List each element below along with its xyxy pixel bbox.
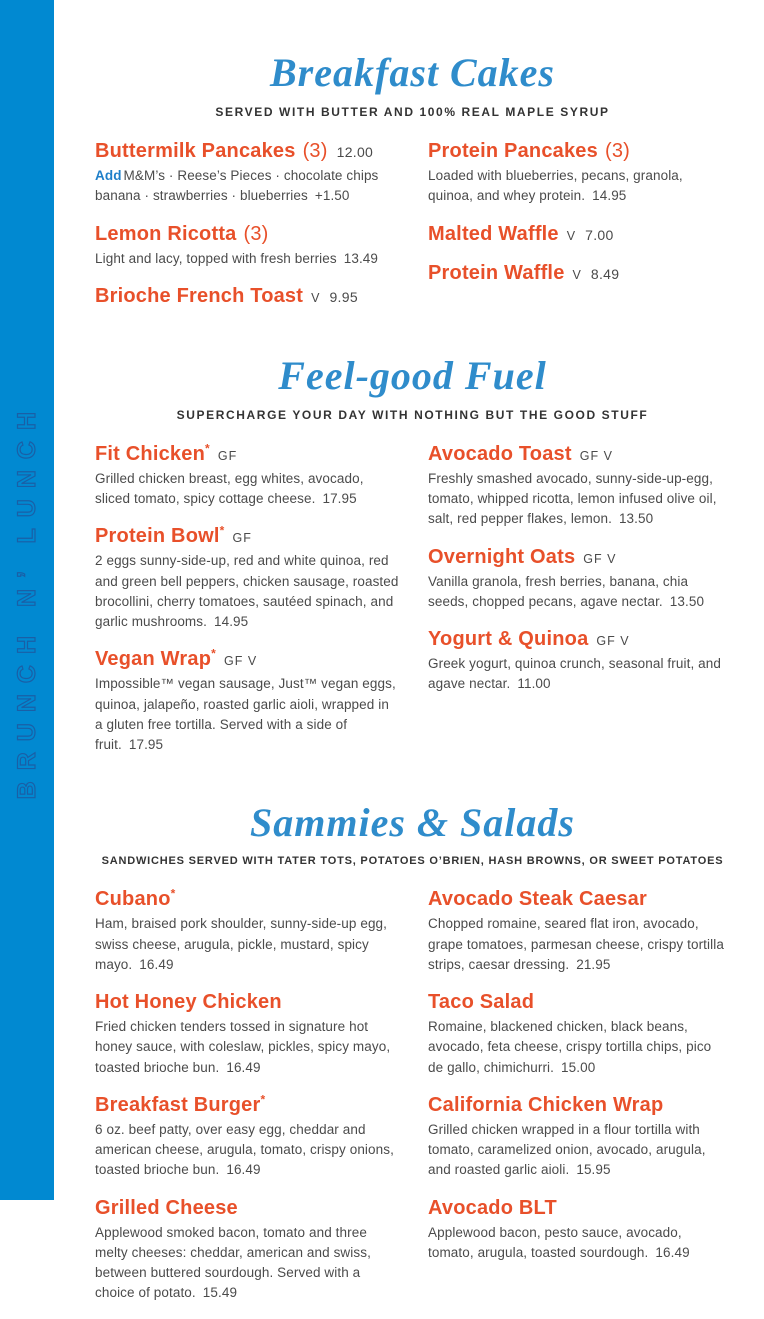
section-title: Feel-good Fuel: [278, 352, 547, 398]
item-star: *: [205, 441, 210, 456]
menu-item: [428, 887, 730, 975]
item-name: [95, 524, 400, 548]
item-name-text: Grilled Cheese: [95, 1196, 238, 1219]
item-dietary-tags: GF V: [596, 634, 630, 648]
section-breakfast-cakes: [95, 50, 730, 323]
menu-column-right: [428, 139, 730, 323]
item-price: 9.95: [329, 288, 358, 305]
item-description-text: Fried chicken tenders tossed in signature hot honey sauce, with coleslaw, pickles, spicy mayo, toasted brioche bun.: [95, 1019, 391, 1075]
sidebar-vertical-label: BRUNCH N’ LUNCH: [12, 400, 41, 800]
menu-item: [428, 545, 730, 613]
menu-item: [95, 524, 400, 632]
item-dietary-tags: GF V: [579, 448, 613, 463]
item-name-text: Avocado BLT: [428, 1196, 557, 1219]
section-title: Breakfast Cakes: [270, 50, 555, 95]
menu-item: [428, 627, 730, 695]
item-price: 15.49: [202, 1285, 238, 1301]
menu-item: [95, 139, 400, 207]
menu-item: [428, 139, 730, 207]
menu-item: [95, 1196, 400, 1304]
section-header: [95, 800, 730, 867]
item-name-text: Taco Salad: [428, 991, 535, 1013]
item-price: 21.95: [576, 956, 611, 972]
section-columns: [95, 442, 730, 771]
item-description: [428, 1017, 730, 1078]
item-name: [95, 1093, 400, 1117]
section-sammies-salads: [95, 800, 730, 1318]
item-description: [428, 1223, 730, 1264]
menu-column-left: [95, 887, 400, 1318]
item-name-text: Brioche French Toast: [95, 284, 304, 307]
item-description: [428, 572, 730, 613]
item-name-text: Protein Bowl: [95, 525, 220, 548]
item-price: 16.49: [655, 1244, 690, 1260]
item-name-text: Lemon Ricotta: [95, 222, 237, 245]
add-label: Add: [95, 168, 122, 183]
item-price: 15.95: [576, 1162, 611, 1178]
item-price: 11.00: [517, 676, 551, 692]
menu-item: [428, 1196, 730, 1264]
menu-item: [95, 647, 400, 755]
item-name: [428, 139, 730, 163]
item-quantity: (3): [302, 140, 328, 162]
item-description-text: 6 oz. beef patty, over easy egg, cheddar and american cheese, arugula, tomato, crispy onions, toasted brioche bun.: [95, 1121, 394, 1178]
section-header: [95, 50, 730, 119]
menu-item: [428, 222, 730, 246]
item-quantity: (3): [604, 140, 630, 162]
item-name-text: Hot Honey Chicken: [95, 991, 282, 1013]
item-price: 17.95: [128, 737, 164, 752]
item-description: [95, 166, 400, 207]
item-price: 17.95: [322, 491, 357, 506]
item-name: [95, 284, 400, 308]
item-price: 14.95: [592, 188, 627, 204]
item-name: [428, 545, 730, 569]
menu-page: [54, 0, 764, 1301]
item-description-text: Applewood smoked bacon, tomato and three melty cheeses: cheddar, american and swiss, between buttered sourdough. Served with a choice of potato.: [95, 1224, 371, 1301]
menu-item: [95, 284, 400, 308]
menu-item: [95, 1093, 400, 1181]
item-description-text: Romaine, blackened chicken, black beans, avocado, feta cheese, crispy tortilla chips, pico de gallo, chimichurri.: [428, 1019, 712, 1075]
item-description-text: Chopped romaine, seared flat iron, avocado, grape tomatoes, parmesan cheese, crispy tortilla strips, caesar dressing.: [428, 916, 724, 972]
section-subtitle: SUPERCHARGE YOUR DAY WITH NOTHING BUT THE GOOD STUFF: [176, 407, 649, 422]
item-description: [95, 1017, 400, 1078]
item-name-text: Yogurt & Quinoa: [428, 628, 589, 650]
item-dietary-tags: GF V: [583, 551, 617, 566]
menu-item: [428, 442, 730, 530]
item-name: [428, 627, 730, 651]
menu-column-right: [428, 887, 730, 1318]
item-name: [95, 647, 400, 671]
item-name: [95, 442, 400, 466]
item-quantity: (3): [243, 222, 269, 245]
item-name: [428, 1093, 730, 1117]
item-name: [95, 139, 400, 163]
item-price: 16.49: [226, 1059, 261, 1075]
item-price: 16.49: [139, 956, 174, 972]
item-name-text: Buttermilk Pancakes: [95, 140, 296, 162]
item-dietary-tags: V: [311, 290, 321, 305]
item-price: 13.50: [618, 511, 654, 527]
section-title: Sammies & Salads: [250, 800, 575, 846]
section-header: [95, 353, 730, 422]
item-name-text: Fit Chicken: [95, 442, 205, 465]
section-subtitle: SANDWICHES SERVED WITH TATER TOTS, POTATOES O’BRIEN, HASH BROWNS, OR SWEET POTATOES: [101, 855, 724, 868]
item-price: 13.49: [343, 250, 379, 266]
item-star: *: [260, 1092, 266, 1107]
sidebar: [0, 0, 54, 1200]
item-description: [95, 674, 400, 755]
item-description-text: Vanilla granola, fresh berries, banana, chia seeds, chopped pecans, agave nectar.: [428, 573, 689, 609]
item-description: [428, 469, 730, 530]
item-price: +1.50: [314, 188, 350, 204]
item-description-text: Light and lacy, topped with fresh berries: [95, 250, 337, 266]
item-name-text: Vegan Wrap: [95, 648, 212, 671]
item-name: [95, 222, 400, 246]
item-name-text: California Chicken Wrap: [428, 1093, 664, 1116]
item-name-text: Overnight Oats: [428, 545, 576, 568]
item-name: [428, 1196, 730, 1220]
item-name: [428, 887, 730, 911]
menu-column-left: [95, 139, 400, 323]
item-name: [95, 887, 400, 911]
item-description: [428, 166, 730, 207]
item-name-text: Avocado Steak Caesar: [428, 888, 647, 911]
menu-item: [95, 887, 400, 975]
item-description: [428, 654, 730, 695]
menu-item: [95, 990, 400, 1078]
item-name: [95, 990, 400, 1014]
menu-item: [428, 990, 730, 1078]
item-name-text: Protein Waffle: [428, 261, 565, 284]
menu-column-left: [95, 442, 400, 771]
item-price: 15.00: [561, 1059, 596, 1075]
item-description: [95, 469, 400, 510]
item-description-text: Grilled chicken wrapped in a flour tortilla with tomato, caramelized onion, avocado, arugula, and roasted garlic aioli.: [428, 1121, 706, 1178]
item-description-text: Applewood bacon, pesto sauce, avocado, tomato, arugula, toasted sourdough.: [428, 1224, 682, 1260]
item-price: 13.50: [669, 593, 705, 609]
item-name-text: Protein Pancakes: [428, 140, 598, 162]
item-name: [428, 442, 730, 466]
menu-item: [95, 222, 400, 269]
section-feel-good-fuel: [95, 353, 730, 771]
item-name-text: Cubano: [95, 888, 171, 911]
section-columns: [95, 887, 730, 1318]
section-columns: [95, 139, 730, 323]
item-description-text: 2 eggs sunny-side-up, red and white quinoa, red and green bell peppers, chicken sausage, roasted brocollini, cherry tomatoes, sautéed spinach, and garlic mushrooms.: [95, 553, 399, 629]
item-dietary-tags: GF V: [224, 654, 258, 669]
item-price: 8.49: [590, 265, 620, 282]
item-description-text: M&M’s · Reese’s Pieces · chocolate chips banana · strawberries · blueberries: [95, 168, 379, 204]
menu-item: [428, 1093, 730, 1181]
item-price: 16.49: [226, 1162, 261, 1178]
item-description: [95, 551, 400, 632]
item-star: *: [219, 523, 225, 538]
item-description: [428, 1120, 730, 1181]
item-description-text: Greek yogurt, quinoa crunch, seasonal fruit, and agave nectar.: [428, 656, 721, 692]
menu-item: [428, 261, 730, 285]
item-name: [428, 222, 730, 246]
item-name: [428, 261, 730, 285]
item-description-text: Ham, braised pork shoulder, sunny-side-up egg, swiss cheese, arugula, pickle, mustard, spicy mayo.: [95, 916, 388, 972]
item-description-text: Loaded with blueberries, pecans, granola, quinoa, and whey protein.: [428, 168, 683, 204]
item-dietary-tags: V: [566, 228, 577, 243]
item-name: [428, 990, 730, 1014]
item-description-text: Impossible™ vegan sausage, Just™ vegan eggs, quinoa, jalapeño, roasted garlic aioli, wrapped in a gluten free tortilla. Served with a side of fruit.: [95, 676, 396, 752]
item-star: *: [211, 646, 216, 661]
item-name-text: Avocado Toast: [428, 442, 572, 465]
item-description: [95, 1120, 400, 1181]
item-dietary-tags: V: [572, 267, 582, 282]
item-price: 7.00: [585, 226, 614, 243]
item-price: 14.95: [213, 614, 249, 629]
section-subtitle: SERVED WITH BUTTER AND 100% REAL MAPLE SYRUP: [215, 105, 610, 119]
item-name: [95, 1196, 400, 1220]
item-description-text: Grilled chicken breast, egg whites, avocado, sliced tomato, spicy cottage cheese.: [95, 470, 364, 506]
item-dietary-tags: GF: [217, 448, 238, 463]
item-description: [428, 914, 730, 975]
item-description: [95, 914, 400, 975]
item-description: [95, 249, 400, 269]
item-description: [95, 1223, 400, 1304]
item-name-text: Breakfast Burger: [95, 1093, 261, 1116]
menu-item: [95, 442, 400, 510]
item-price: 12.00: [336, 144, 374, 160]
item-name-text: Malted Waffle: [428, 222, 559, 245]
item-star: *: [170, 886, 176, 901]
item-description-text: Freshly smashed avocado, sunny-side-up-egg, tomato, whipped ricotta, lemon infused olive oil, salt, red pepper flakes, lemon.: [428, 470, 717, 527]
item-dietary-tags: GF: [232, 531, 252, 546]
menu-column-right: [428, 442, 730, 771]
